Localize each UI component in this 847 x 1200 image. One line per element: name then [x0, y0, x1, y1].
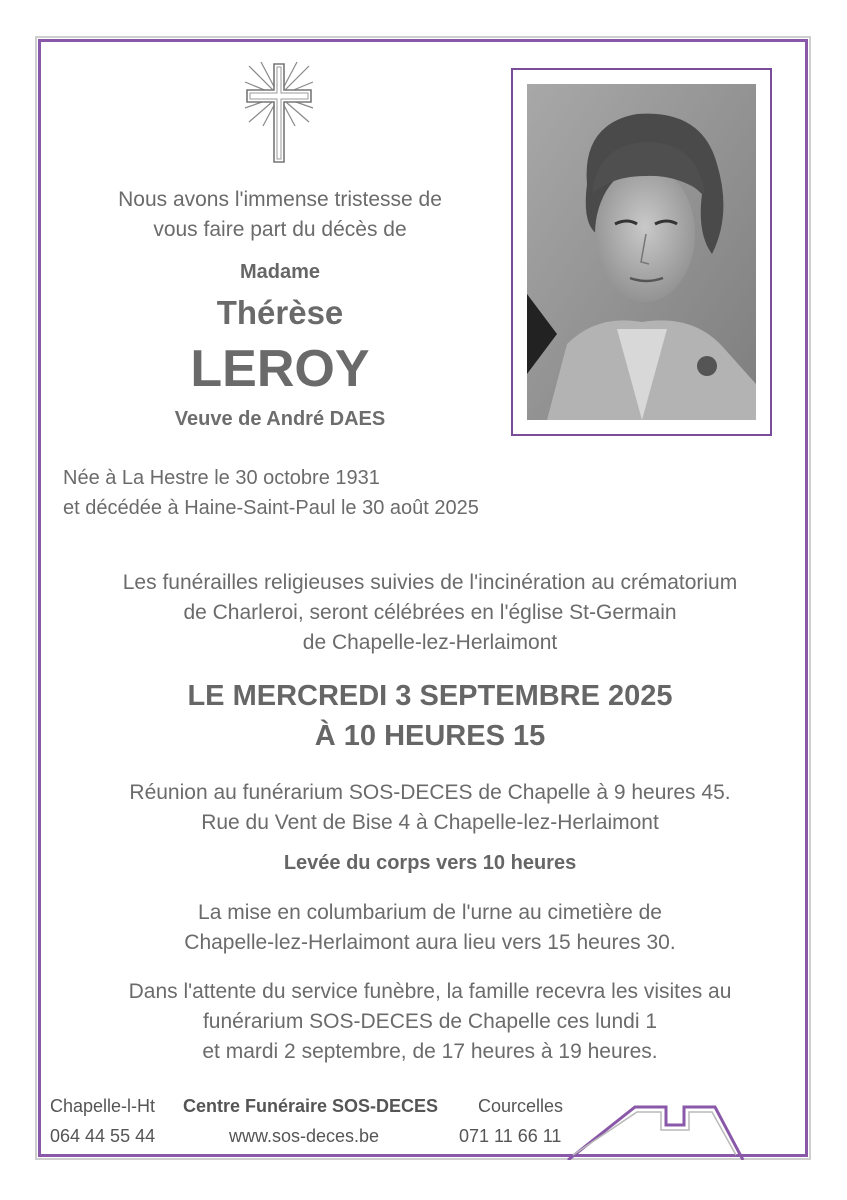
- meeting-info: [50, 778, 810, 838]
- intro-text: [60, 185, 500, 245]
- funeral-line: Les funérailles religieuses suivies de l'incinération au crématorium: [122, 571, 738, 594]
- levee-text: Levée du corps vers 10 heures: [283, 852, 577, 874]
- intro-line: Nous avons l'immense tristesse de: [118, 188, 442, 211]
- visits-text: [50, 977, 810, 1067]
- widow-of: Veuve de André DAES: [174, 408, 386, 430]
- deceased-title: Madame: [239, 261, 321, 283]
- cross-icon: [243, 60, 315, 165]
- ceremony-date: [50, 676, 810, 756]
- funeral-line: de Chapelle-lez-Herlaimont: [302, 631, 558, 654]
- columbarium-line: Chapelle-lez-Herlaimont aura lieu vers 15 heures 30.: [184, 931, 676, 954]
- footer-center-name: Centre Funéraire SOS-DECES: [183, 1096, 439, 1116]
- birth-line: Née à La Hestre le 30 octobre 1931: [63, 467, 380, 489]
- deceased-first-name: Thérèse: [216, 294, 344, 331]
- footer-website[interactable]: www.sos-deces.be: [229, 1126, 380, 1146]
- footer-right-place: Courcelles: [478, 1096, 564, 1116]
- footer-right-phone: 071 11 66 11: [459, 1126, 562, 1146]
- visits-line: et mardi 2 septembre, de 17 heures à 19 heures.: [202, 1040, 658, 1063]
- ceremony-day: LE MERCREDI 3 SEPTEMBRE 2025: [187, 680, 673, 712]
- ceremony-time: À 10 HEURES 15: [314, 720, 546, 752]
- funeral-line: de Charleroi, seront célébrées en l'église St-Germain: [183, 601, 677, 624]
- footer-left-place: Chapelle-l-Ht: [50, 1096, 156, 1116]
- meeting-address: Rue du Vent de Bise 4 à Chapelle-lez-Herlaimont: [201, 811, 659, 834]
- intro-line: vous faire part du décès de: [153, 218, 407, 241]
- columbarium-text: [50, 898, 810, 958]
- meeting-line: Réunion au funérarium SOS-DECES de Chapelle à 9 heures 45.: [129, 781, 731, 804]
- visits-line: funérarium SOS-DECES de Chapelle ces lundi 1: [202, 1010, 658, 1033]
- footer-left-phone: 064 44 55 44: [50, 1126, 156, 1146]
- deceased-last-name: LEROY: [190, 340, 370, 398]
- birth-death-info: [63, 463, 479, 523]
- columbarium-line: La mise en columbarium de l'urne au cimetière de: [198, 901, 662, 924]
- death-line: et décédée à Haine-Saint-Paul le 30 août 2025: [63, 497, 479, 519]
- portrait-frame: [511, 68, 772, 436]
- portrait-photo: [527, 84, 756, 420]
- visits-line: Dans l'attente du service funèbre, la famille recevra les visites au: [128, 980, 732, 1003]
- funeral-text: [50, 568, 810, 658]
